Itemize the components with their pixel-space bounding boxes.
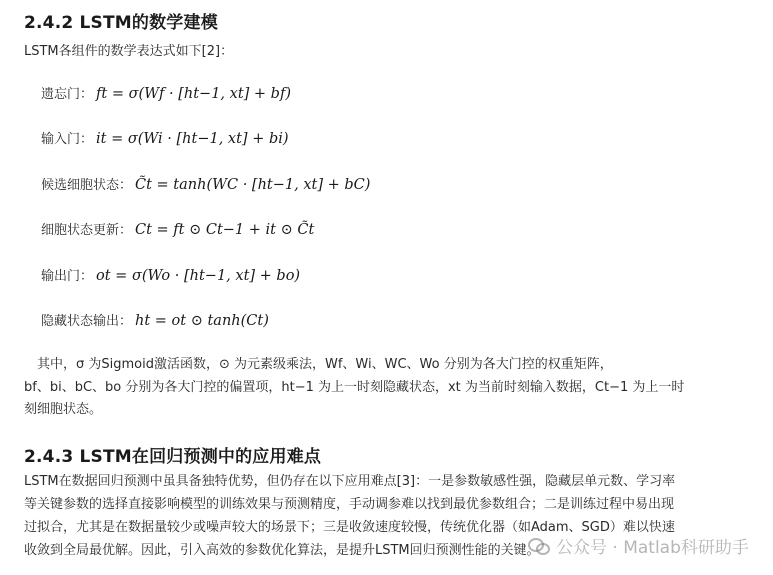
equation-label: 输出门： [41,269,94,284]
equation-formula: C̃t = tanh(WC · [ht−1, xt] + bC) [135,177,371,193]
equation-hidden-output [41,310,269,329]
equation-formula: it = σ(Wi · [ht−1, xt] + bi) [96,131,289,147]
equation-label: 候选细胞状态： [41,178,133,193]
watermark [528,533,749,558]
body-line-2: 等关键参数的选择直接影响模型的训练效果与预测精度，手动调参难以找到最优参数组合；二是训练过程中易出现 [24,497,675,512]
equation-input-gate [41,128,289,147]
equation-forget-gate [41,83,291,102]
body-line-1: LSTM在数据回归预测中虽具备独特优势，但仍存在以下应用难点[3]：一是参数敏感性强，隐藏层单元数、学习率 [24,474,676,489]
body-line-4: 收敛到全局最优解。因此，引入高效的参数优化算法，是提升LSTM回归预测性能的关键。 [24,543,540,558]
equation-label: 细胞状态更新： [41,223,133,238]
body-line-3: 过拟合，尤其是在数据量较少或噪声较大的场景下；三是收敛速度较慢，传统优化器（如Adam、SGD）难以快速 [24,520,675,535]
section-heading-lstm-modeling: 2.4.2 LSTM的数学建模 [24,13,218,33]
equation-label: 遗忘门： [41,87,94,102]
equation-formula: ht = ot ⊙ tanh(Ct) [135,313,269,329]
section-heading-lstm-difficulties: 2.4.3 LSTM在回归预测中的应用难点 [24,447,322,467]
explanation-line-3: 刻细胞状态。 [24,402,103,417]
equation-output-gate [41,265,300,284]
watermark-text: 公众号 · Matlab科研助手 [556,538,749,558]
explanation-line-1: 其中，σ 为Sigmoid激活函数，⊙ 为元素级乘法，Wf、Wi、WC、Wo 分别为各大门控的权重矩阵， [24,357,613,372]
equation-formula: ot = σ(Wo · [ht−1, xt] + bo) [96,268,301,284]
intro-text: LSTM各组件的数学表达式如下[2]： [24,44,234,59]
equation-cell-update [41,219,314,238]
wechat-icon [528,537,550,555]
equation-label: 输入门： [41,132,94,147]
equation-candidate-cell [41,174,370,193]
explanation-line-2: bf、bi、bC、bo 分别为各大门控的偏置项，ht−1 为上一时刻隐藏状态，xt 为当前时刻输入数据，Ct−1 为上一时 [24,380,685,395]
equation-formula: Ct = ft ⊙ Ct−1 + it ⊙ C̃t [135,222,315,238]
equation-formula: ft = σ(Wf · [ht−1, xt] + bf) [96,86,291,102]
equation-label: 隐藏状态输出： [41,314,133,329]
